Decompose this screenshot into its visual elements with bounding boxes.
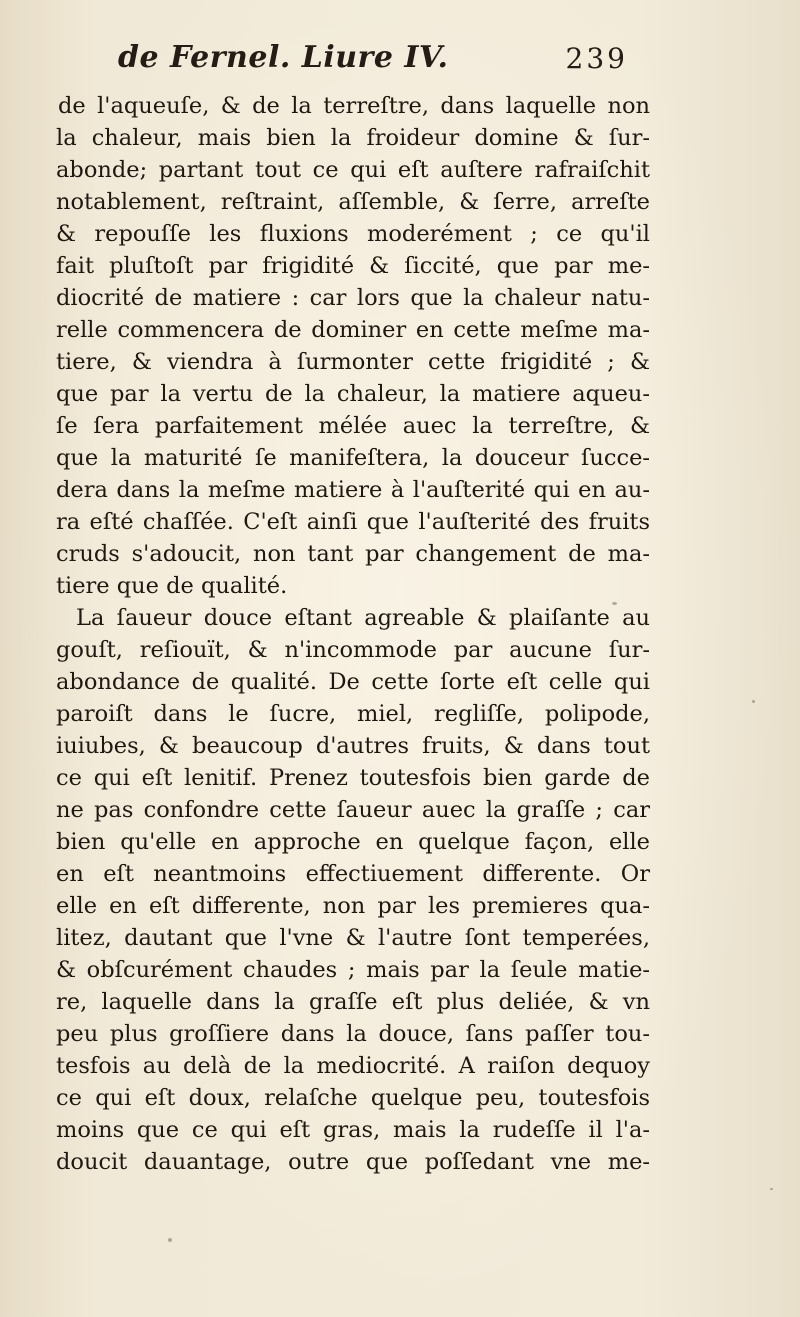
page-header <box>118 40 628 90</box>
text-line: La ſaueur douce eſtant agreable & plaiſante au <box>76 605 650 631</box>
text-line: bien qu'elle en approche en quelque façon, elle <box>56 829 650 855</box>
text-line: re, laquelle dans la graſſe eſt plus deliée, & vn <box>56 989 650 1015</box>
text-line: diocrité de matiere : car lors que la chaleur natu- <box>56 285 650 311</box>
page-number: 239 <box>565 42 628 75</box>
text-line: fait pluſtoſt par frigidité & ſiccité, que par me- <box>56 253 650 279</box>
text-line: que par la vertu de la chaleur, la matiere aqueu- <box>56 381 650 407</box>
text-line: abondance de qualité. De cette ſorte eſt celle qui <box>56 669 650 695</box>
text-line: paroiſt dans le ſucre, miel, regliſſe, polipode, <box>56 701 650 727</box>
text-line: & obſcurément chaudes ; mais par la ſeule matie- <box>56 957 650 983</box>
paper-speck <box>612 602 617 605</box>
text-line: litez, dautant que l'vne & l'autre ſont temperées, <box>56 925 650 951</box>
text-line: ra eſté chaſſée. C'eſt ainſi que l'auſterité des fruits <box>56 509 650 535</box>
text-line: moins que ce qui eſt gras, mais la rudeſſe il l'a- <box>56 1117 650 1143</box>
text-line: notablement, reſtraint, aſſemble, & ſerre, arreſte <box>56 189 650 215</box>
text-line: relle commencera de dominer en cette meſme ma- <box>56 317 650 343</box>
text-line: elle en eſt differente, non par les premieres qua- <box>56 893 650 919</box>
text-line: en eſt neantmoins effectiuement differente. Or <box>56 861 650 887</box>
paper-speck <box>168 1238 172 1242</box>
text-line: tiere, & viendra à ſurmonter cette frigidité ; & <box>56 349 650 375</box>
text-line: de l'aqueuſe, & de la terreſtre, dans laquelle non <box>58 93 650 119</box>
text-line: ſe ſera parfaitement mélée auec la terreſtre, & <box>56 413 650 439</box>
paper-speck <box>752 700 755 703</box>
text-line: abonde; partant tout ce qui eſt auſtere rafraiſchit <box>56 157 650 183</box>
text-line: doucit dauantage, outre que poſſedant vne me- <box>56 1149 650 1175</box>
text-line: ce qui eſt lenitif. Prenez toutesfois bien garde de <box>56 765 650 791</box>
text-line: gouſt, reſiouït, & n'incommode par aucune ſur- <box>56 637 650 663</box>
text-line: que la maturité ſe manifeſtera, la douceur ſucce- <box>56 445 650 471</box>
paper-speck <box>770 1188 773 1190</box>
text-line: cruds s'adoucit, non tant par changement de ma- <box>56 541 650 567</box>
text-line: tesfois au delà de la mediocrité. A raiſon dequoy <box>56 1053 650 1079</box>
text-line: dera dans la meſme matiere à l'auſterité qui en au- <box>56 477 650 503</box>
text-line: & repouſſe les fluxions moderément ; ce qu'il <box>56 221 650 247</box>
text-line: iuiubes, & beaucoup d'autres fruits, & dans tout <box>56 733 650 759</box>
text-line: tiere que de qualité. <box>56 573 288 599</box>
text-line: ne pas confondre cette ſaueur auec la graſſe ; car <box>56 797 650 823</box>
text-line: la chaleur, mais bien la froideur domine & ſur- <box>56 125 650 151</box>
text-line: peu plus groſſiere dans la douce, ſans paſſer tou- <box>56 1021 650 1047</box>
text-line: ce qui eſt doux, relaſche quelque peu, toutesfois <box>56 1085 650 1111</box>
running-title: de Fernel. Liure IV. <box>118 40 449 75</box>
